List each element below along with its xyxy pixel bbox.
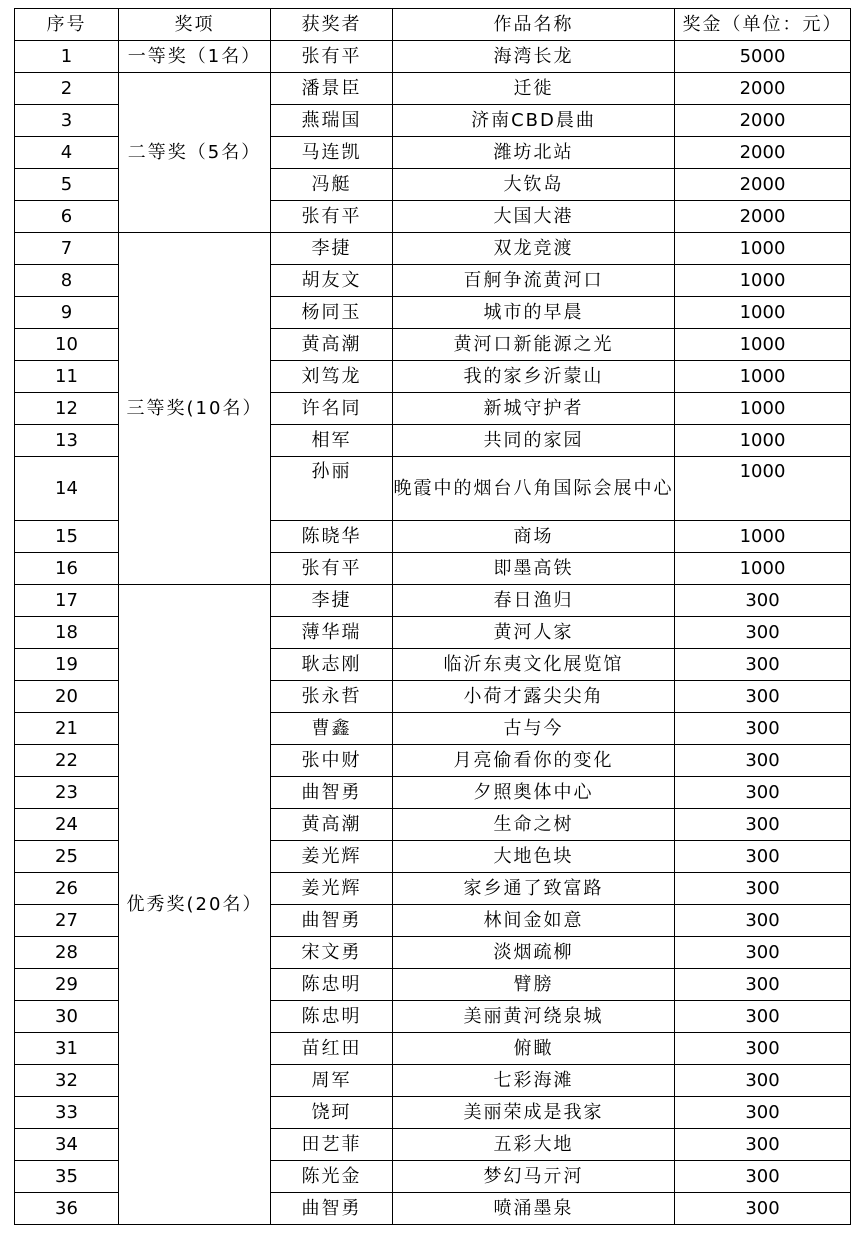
cell-prize: 300	[675, 1065, 851, 1097]
cell-work-title: 春日渔归	[393, 585, 675, 617]
cell-no: 35	[15, 1161, 119, 1193]
cell-work-title: 潍坊北站	[393, 137, 675, 169]
cell-work-title: 我的家乡沂蒙山	[393, 361, 675, 393]
cell-no: 20	[15, 681, 119, 713]
cell-prize: 2000	[675, 169, 851, 201]
cell-no: 24	[15, 809, 119, 841]
cell-prize: 1000	[675, 425, 851, 457]
cell-work-title: 大地色块	[393, 841, 675, 873]
cell-prize: 1000	[675, 265, 851, 297]
cell-no: 11	[15, 361, 119, 393]
cell-prize: 300	[675, 969, 851, 1001]
cell-prize: 300	[675, 1193, 851, 1225]
cell-work-title: 黄河口新能源之光	[393, 329, 675, 361]
cell-winner: 张永哲	[271, 681, 393, 713]
cell-winner: 张有平	[271, 41, 393, 73]
cell-no: 23	[15, 777, 119, 809]
cell-winner: 燕瑞国	[271, 105, 393, 137]
cell-work-title: 家乡通了致富路	[393, 873, 675, 905]
cell-no: 12	[15, 393, 119, 425]
cell-prize: 300	[675, 745, 851, 777]
cell-no: 13	[15, 425, 119, 457]
cell-no: 34	[15, 1129, 119, 1161]
cell-winner: 饶珂	[271, 1097, 393, 1129]
cell-winner: 陈忠明	[271, 1001, 393, 1033]
cell-prize: 1000	[675, 393, 851, 425]
cell-no: 6	[15, 201, 119, 233]
cell-winner: 刘笃龙	[271, 361, 393, 393]
cell-prize: 300	[675, 1001, 851, 1033]
cell-prize: 300	[675, 905, 851, 937]
cell-no: 4	[15, 137, 119, 169]
cell-work-title: 黄河人家	[393, 617, 675, 649]
cell-prize: 300	[675, 1161, 851, 1193]
cell-prize: 1000	[675, 521, 851, 553]
cell-work-title: 美丽荣成是我家	[393, 1097, 675, 1129]
cell-work-title: 梦幻马亓河	[393, 1161, 675, 1193]
cell-work-title: 月亮偷看你的变化	[393, 745, 675, 777]
header-row	[15, 9, 851, 41]
cell-no: 14	[15, 457, 119, 521]
cell-no: 25	[15, 841, 119, 873]
cell-winner: 姜光辉	[271, 873, 393, 905]
cell-no: 19	[15, 649, 119, 681]
cell-winner: 陈光金	[271, 1161, 393, 1193]
cell-winner: 曲智勇	[271, 777, 393, 809]
cell-winner: 冯艇	[271, 169, 393, 201]
cell-no: 29	[15, 969, 119, 1001]
cell-winner: 张有平	[271, 201, 393, 233]
cell-work-title: 小荷才露尖尖角	[393, 681, 675, 713]
cell-prize: 300	[675, 937, 851, 969]
cell-winner: 薄华瑞	[271, 617, 393, 649]
cell-work-title: 喷涌墨泉	[393, 1193, 675, 1225]
cell-winner: 胡友文	[271, 265, 393, 297]
cell-prize: 2000	[675, 105, 851, 137]
cell-work-title: 商场	[393, 521, 675, 553]
cell-winner: 李捷	[271, 233, 393, 265]
cell-no: 22	[15, 745, 119, 777]
cell-no: 16	[15, 553, 119, 585]
cell-winner: 田艺菲	[271, 1129, 393, 1161]
cell-no: 32	[15, 1065, 119, 1097]
cell-prize: 300	[675, 681, 851, 713]
cell-prize: 2000	[675, 73, 851, 105]
cell-no: 31	[15, 1033, 119, 1065]
cell-no: 15	[15, 521, 119, 553]
cell-work-title: 淡烟疏柳	[393, 937, 675, 969]
cell-work-title: 新城守护者	[393, 393, 675, 425]
cell-no: 3	[15, 105, 119, 137]
cell-winner: 潘景臣	[271, 73, 393, 105]
cell-prize: 300	[675, 617, 851, 649]
cell-no: 28	[15, 937, 119, 969]
cell-prize: 300	[675, 777, 851, 809]
cell-prize: 1000	[675, 297, 851, 329]
cell-winner: 杨同玉	[271, 297, 393, 329]
cell-winner: 张有平	[271, 553, 393, 585]
cell-award-group: 三等奖(10名）	[119, 233, 271, 585]
cell-no: 30	[15, 1001, 119, 1033]
cell-no: 7	[15, 233, 119, 265]
cell-prize: 300	[675, 873, 851, 905]
cell-prize: 300	[675, 585, 851, 617]
cell-no: 5	[15, 169, 119, 201]
cell-work-title: 即墨高铁	[393, 553, 675, 585]
header-work: 作品名称	[393, 9, 675, 41]
cell-award-group: 二等奖（5名）	[119, 73, 271, 233]
cell-winner: 周军	[271, 1065, 393, 1097]
header-prize: 奖金（单位：元）	[675, 9, 851, 41]
cell-prize: 2000	[675, 201, 851, 233]
cell-award-group: 一等奖（1名）	[119, 41, 271, 73]
cell-work-title: 大国大港	[393, 201, 675, 233]
cell-winner: 黄高潮	[271, 329, 393, 361]
cell-prize: 1000	[675, 553, 851, 585]
cell-work-title: 臂膀	[393, 969, 675, 1001]
cell-prize: 300	[675, 841, 851, 873]
cell-winner: 曲智勇	[271, 905, 393, 937]
cell-prize: 300	[675, 1129, 851, 1161]
awards-table-body	[15, 41, 851, 1225]
header-no: 序号	[15, 9, 119, 41]
cell-work-title: 林间金如意	[393, 905, 675, 937]
cell-no: 2	[15, 73, 119, 105]
cell-winner: 黄高潮	[271, 809, 393, 841]
cell-winner: 宋文勇	[271, 937, 393, 969]
cell-prize: 1000	[675, 329, 851, 361]
cell-winner: 李捷	[271, 585, 393, 617]
cell-prize: 1000	[675, 233, 851, 265]
cell-no: 21	[15, 713, 119, 745]
cell-prize: 300	[675, 713, 851, 745]
cell-no: 36	[15, 1193, 119, 1225]
header-award: 奖项	[119, 9, 271, 41]
cell-work-title: 海湾长龙	[393, 41, 675, 73]
cell-winner: 许名同	[271, 393, 393, 425]
cell-work-title: 迁徙	[393, 73, 675, 105]
cell-work-title: 俯瞰	[393, 1033, 675, 1065]
cell-work-title: 夕照奥体中心	[393, 777, 675, 809]
cell-prize: 5000	[675, 41, 851, 73]
cell-prize: 2000	[675, 137, 851, 169]
cell-prize: 300	[675, 809, 851, 841]
cell-prize: 300	[675, 649, 851, 681]
cell-prize: 300	[675, 1097, 851, 1129]
table-row	[15, 233, 851, 265]
cell-winner: 耿志刚	[271, 649, 393, 681]
cell-award-group: 优秀奖(20名）	[119, 585, 271, 1225]
cell-work-title: 五彩大地	[393, 1129, 675, 1161]
cell-winner: 陈晓华	[271, 521, 393, 553]
awards-table	[14, 8, 851, 1225]
cell-prize: 300	[675, 1033, 851, 1065]
cell-no: 10	[15, 329, 119, 361]
cell-winner: 曲智勇	[271, 1193, 393, 1225]
cell-winner: 曹鑫	[271, 713, 393, 745]
cell-prize: 1000	[675, 457, 851, 521]
cell-winner: 苗红田	[271, 1033, 393, 1065]
cell-work-title: 百舸争流黄河口	[393, 265, 675, 297]
header-winner: 获奖者	[271, 9, 393, 41]
cell-work-title: 城市的早晨	[393, 297, 675, 329]
cell-work-title: 共同的家园	[393, 425, 675, 457]
cell-no: 1	[15, 41, 119, 73]
cell-work-title: 七彩海滩	[393, 1065, 675, 1097]
table-row	[15, 73, 851, 105]
cell-work-title: 临沂东夷文化展览馆	[393, 649, 675, 681]
cell-work-title: 古与今	[393, 713, 675, 745]
cell-winner: 姜光辉	[271, 841, 393, 873]
cell-work-title: 美丽黄河绕泉城	[393, 1001, 675, 1033]
cell-work-title: 济南CBD晨曲	[393, 105, 675, 137]
cell-no: 9	[15, 297, 119, 329]
cell-no: 8	[15, 265, 119, 297]
table-row	[15, 585, 851, 617]
cell-winner: 相军	[271, 425, 393, 457]
cell-work-title: 晚霞中的烟台八角国际会展中心	[393, 457, 675, 521]
cell-winner: 孙丽	[271, 457, 393, 521]
cell-prize: 1000	[675, 361, 851, 393]
cell-work-title: 大钦岛	[393, 169, 675, 201]
cell-winner: 马连凯	[271, 137, 393, 169]
cell-work-title: 双龙竞渡	[393, 233, 675, 265]
cell-work-title: 生命之树	[393, 809, 675, 841]
cell-no: 26	[15, 873, 119, 905]
cell-no: 18	[15, 617, 119, 649]
cell-no: 27	[15, 905, 119, 937]
cell-no: 33	[15, 1097, 119, 1129]
table-row	[15, 41, 851, 73]
cell-winner: 张中财	[271, 745, 393, 777]
cell-winner: 陈忠明	[271, 969, 393, 1001]
cell-no: 17	[15, 585, 119, 617]
